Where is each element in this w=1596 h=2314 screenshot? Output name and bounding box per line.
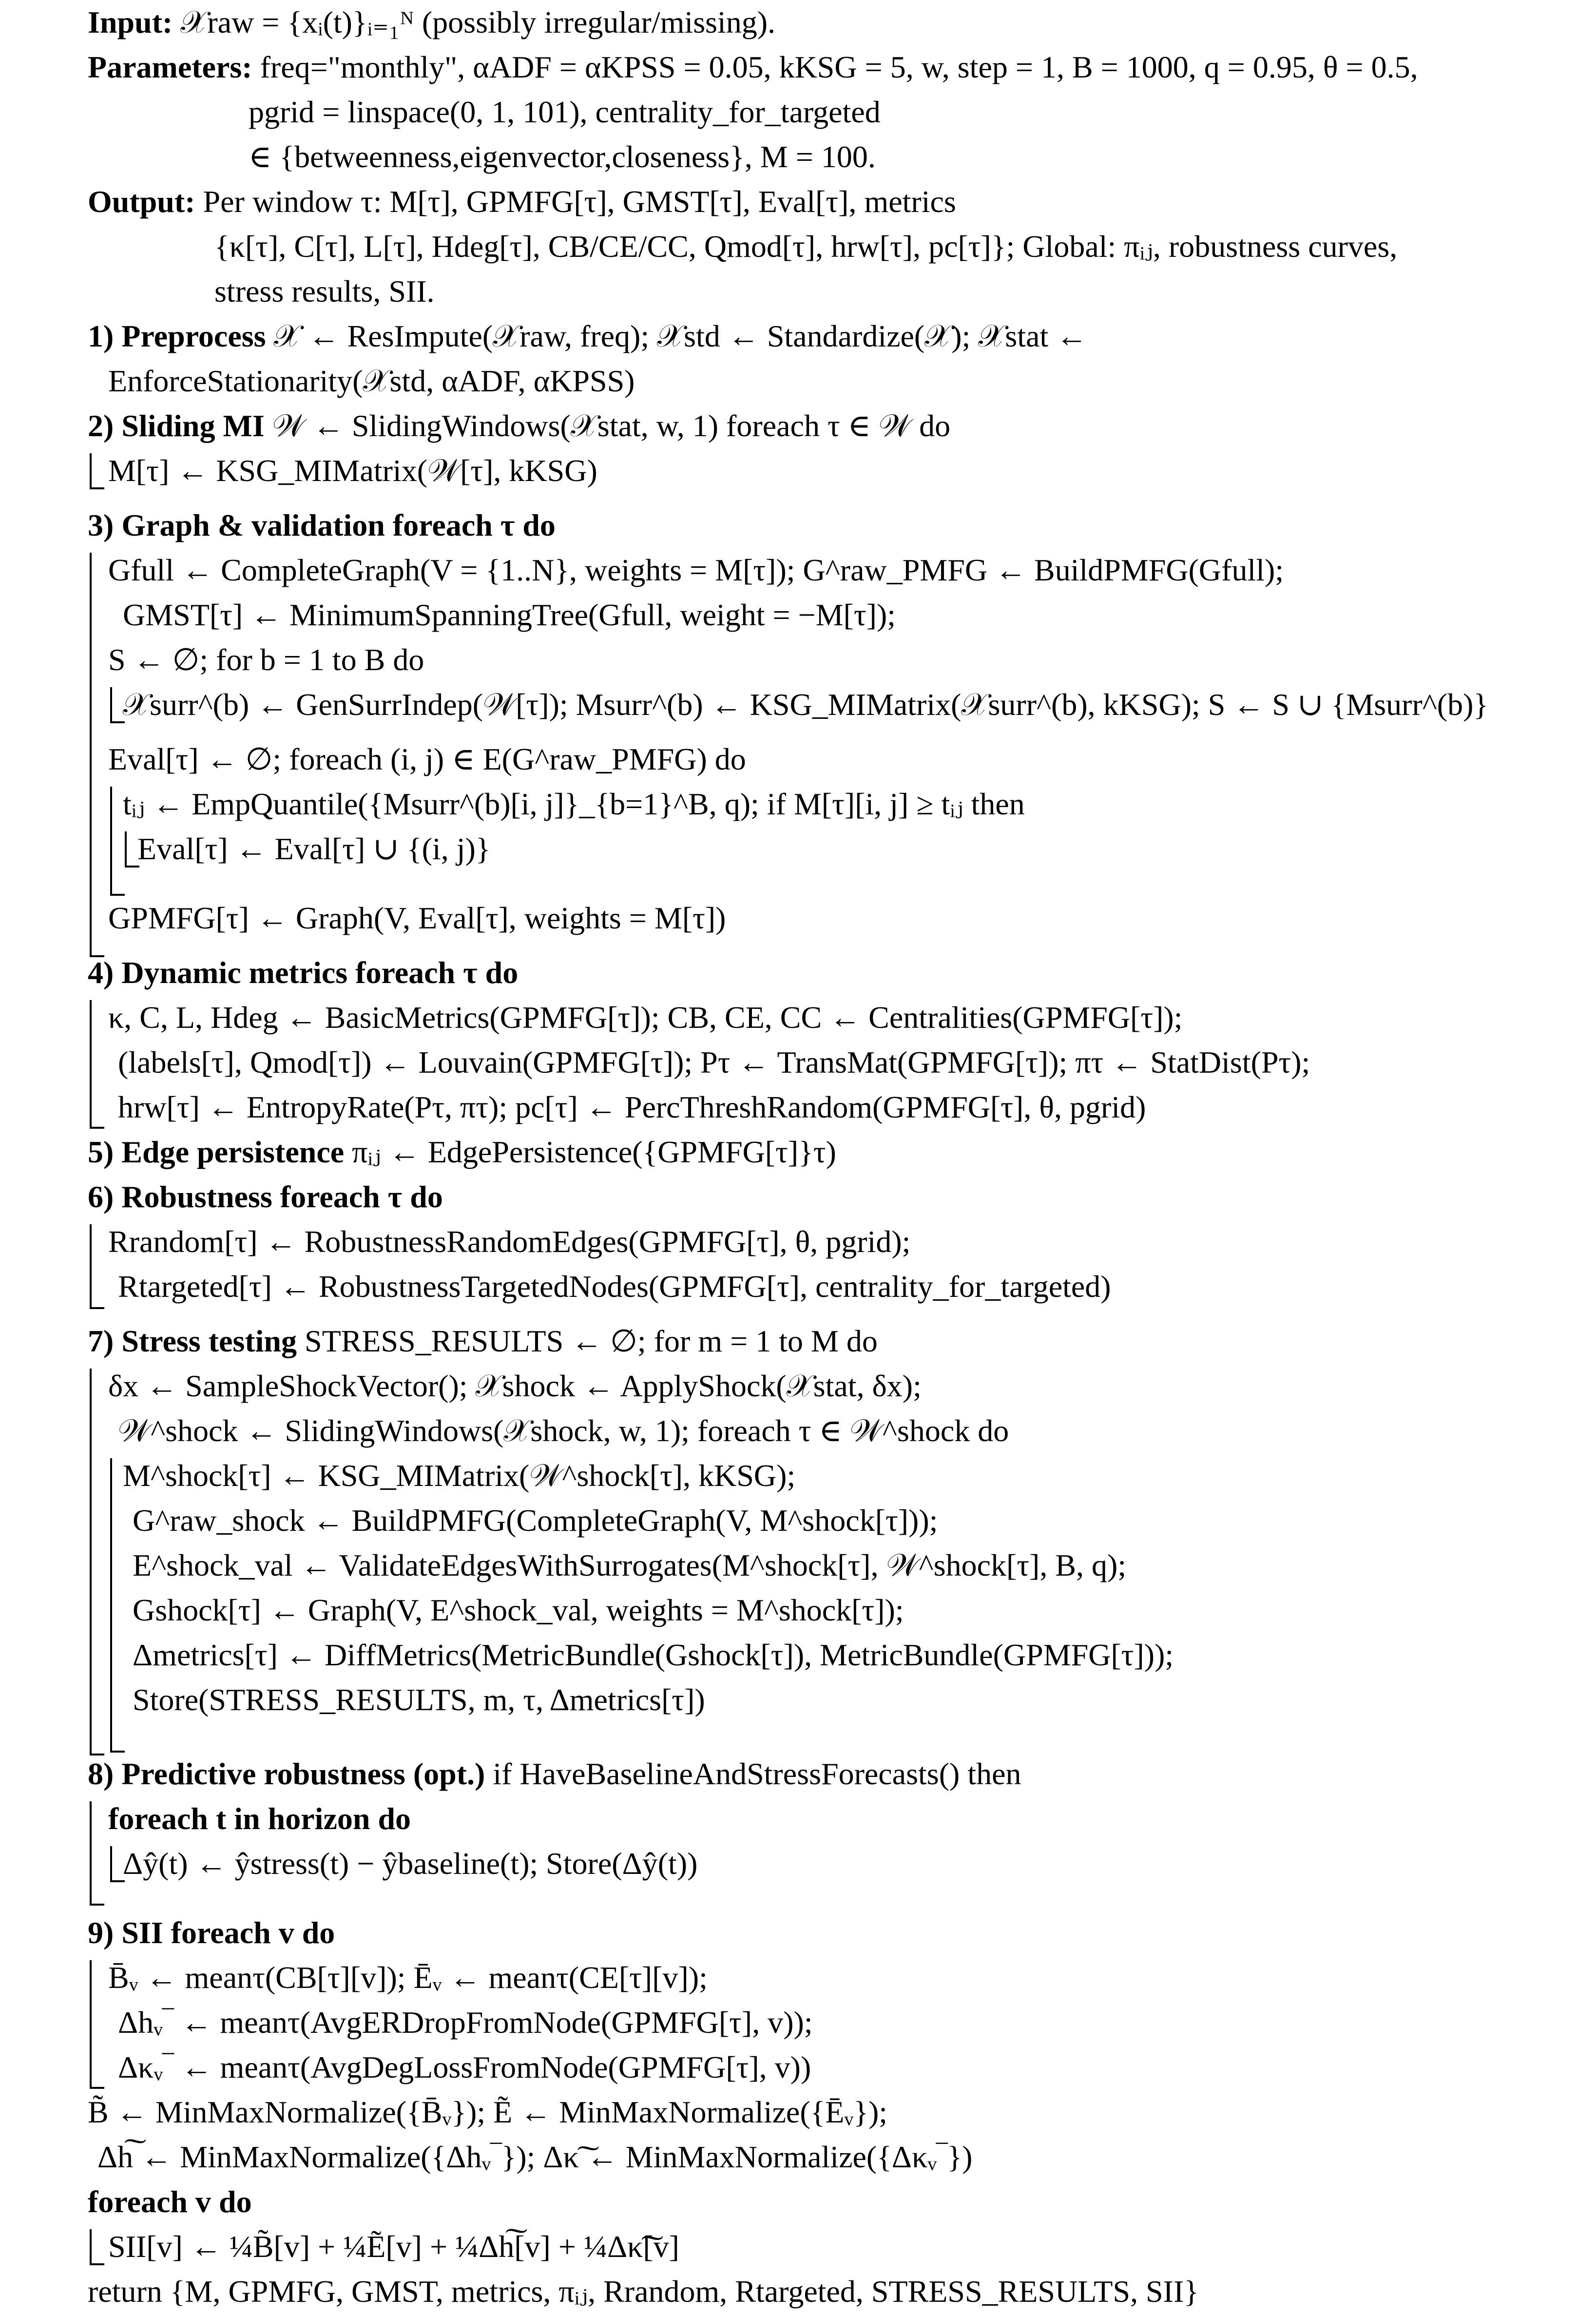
step-3-text-3: S ← ∅; for b = 1 to B do (108, 642, 424, 677)
step-7-text-5: G^raw_shock ← BuildPMFG(CompleteGraph(V, M^shock[τ])); (133, 1503, 938, 1538)
step-7-body (88, 1364, 1579, 1742)
algorithm-block (88, 0, 1579, 2314)
block-rule (90, 2229, 104, 2265)
step-4-line (108, 1085, 1579, 1130)
step-7-line (123, 1678, 1579, 1722)
step-8 (88, 1752, 1579, 1796)
sii-line (88, 2224, 1579, 2269)
step-6-body (88, 1219, 1579, 1309)
step-3-body (88, 548, 1579, 941)
output-text-2: {κ[τ], C[τ], L[τ], Hdeg[τ], CB/CE/CC, Qmod[τ], hrw[τ], pc[τ]}; Global: πᵢⱼ, robustness curves, (214, 229, 1398, 264)
step-7-line (123, 1543, 1579, 1588)
input-label: Input: (88, 5, 173, 39)
parameters-line-3 (88, 135, 1579, 179)
step-7-text-9: Store(STRESS_RESULTS, m, τ, Δmetrics[τ]) (133, 1682, 705, 1717)
step-7-line (123, 1633, 1579, 1678)
block-rule (90, 1960, 104, 2089)
step-8-line (108, 1796, 1579, 1841)
parameters-text-1: freq="monthly", αADF = αKPSS = 0.05, kKSG = 5, w, step = 1, B = 1000, q = 0.95, θ = 0.5, (260, 50, 1418, 84)
step-5-label: 5) Edge persistence (88, 1135, 345, 1169)
step-4-line (108, 1040, 1579, 1085)
step-9-text-2: Δhᵥ‾ ← meanτ(AvgERDropFromNode(GPMFG[τ], v)); (118, 2005, 813, 2040)
parameters-label: Parameters: (88, 50, 252, 84)
step-9-line (108, 2000, 1579, 2045)
step-7-line-1: STRESS_RESULTS ← ∅; for m = 1 to M do (305, 1324, 878, 1358)
step-8-label: 8) Predictive robustness (opt.) (88, 1756, 485, 1791)
step-6 (88, 1175, 1579, 1219)
step-4-body (88, 995, 1579, 1130)
step-3-text-7: Eval[τ] ← Eval[τ] ∪ {(i, j)} (137, 831, 491, 866)
step-7-text-4: M^shock[τ] ← KSG_MIMatrix(𝒲^shock[τ], kKSG); (123, 1458, 796, 1493)
step-4-label: 4) Dynamic metrics foreach τ do (88, 955, 519, 990)
step-9-body (88, 1955, 1579, 2090)
step-3 (88, 503, 1579, 548)
step-4 (88, 950, 1579, 995)
step-7-text-7: Gshock[τ] ← Graph(V, E^shock_val, weights = M^shock[τ]); (133, 1593, 904, 1627)
step-2 (88, 404, 1579, 448)
step-7-text-2: δx ← SampleShockVector(); 𝒳shock ← ApplyShock(𝒳stat, δx); (108, 1369, 922, 1403)
block-rule (125, 831, 139, 868)
step-4-text-3: hrw[τ] ← EntropyRate(Pτ, πτ); pc[τ] ← PercThreshRandom(GPMFG[τ], θ, pgrid) (118, 1090, 1146, 1124)
step-8-body (88, 1796, 1579, 1901)
normalize-text-2: Δh͠ ← MinMaxNormalize({Δhᵥ‾}); Δκ͠ ← MinMaxNormalize({Δκᵥ‾}) (97, 2140, 973, 2174)
step-1-cont (88, 359, 1579, 404)
output-line-1 (88, 179, 1579, 224)
step-4-text-1: κ, C, L, Hdeg ← BasicMetrics(GPMFG[τ]); CB, CE, CC ← Centralities(GPMFG[τ]); (108, 1000, 1183, 1035)
step-1-line-2: EnforceStationarity(𝒳std, αADF, αKPSS) (108, 364, 635, 398)
step-7-text-6: E^shock_val ← ValidateEdgesWithSurrogates(M^shock[τ], 𝒲^shock[τ], B, q); (133, 1548, 1127, 1582)
parameters-text-2: pgrid = linspace(0, 1, 101), centrality_for_targeted (249, 95, 881, 129)
input-text: 𝒳raw = {xᵢ(t)}ᵢ₌₁ᴺ (possibly irregular/missing). (180, 5, 776, 39)
step-3-line (108, 682, 1579, 727)
step-4-text-2: (labels[τ], Qmod[τ]) ← Louvain(GPMFG[τ]); Pτ ← TransMat(GPMFG[τ]); πτ ← StatDist(Pτ); (118, 1045, 1310, 1080)
step-6-line (108, 1264, 1579, 1309)
step-6-text-1: Rrandom[τ] ← RobustnessRandomEdges(GPMFG[τ], θ, pgrid); (108, 1224, 911, 1259)
block-rule (90, 1000, 104, 1129)
foreach-edge-body (108, 782, 1579, 896)
step-3-text-1: Gfull ← CompleteGraph(V = {1..N}, weights = M[τ]); G^raw_PMFG ← BuildPMFG(Gfull); (108, 553, 1284, 587)
step-6-line (108, 1219, 1579, 1264)
block-rule (110, 687, 125, 723)
parameters-line-2 (88, 90, 1579, 135)
step-8-line-1: if HaveBaselineAndStressForecasts() then (493, 1756, 1021, 1791)
step-8-line (108, 1841, 1579, 1886)
step-7-text-8: Δmetrics[τ] ← DiffMetrics(MetricBundle(Gshock[τ]), MetricBundle(GPMFG[τ])); (133, 1638, 1174, 1672)
step-9-line (108, 2045, 1579, 2090)
step-9-text-1: B̄ᵥ ← meanτ(CB[τ][v]); Ēᵥ ← meanτ(CE[τ][v]); (108, 1960, 708, 1995)
output-line-3 (88, 269, 1579, 314)
block-rule (110, 1846, 125, 1882)
step-9-label: 9) SII foreach v do (88, 1915, 335, 1950)
normalize-line-1 (88, 2090, 1579, 2135)
step-9 (88, 1910, 1579, 1955)
step-7-line (123, 1588, 1579, 1633)
normalize-line-2 (88, 2135, 1579, 2179)
step-3-text-6: tᵢⱼ ← EmpQuantile({Msurr^(b)[i, j]}_{b=1}^B, q); if M[τ][i, j] ≥ tᵢⱼ then (123, 787, 1025, 821)
step-7-line (123, 1498, 1579, 1543)
step-8-text-3: Δŷ(t) ← ŷstress(t) − ŷbaseline(t); Store(Δŷ(t)) (123, 1846, 698, 1881)
block-rule (90, 453, 104, 489)
step-1-label: 1) Preprocess (88, 319, 266, 353)
step-1-line-1: 𝒳 ← ResImpute(𝒳raw, freq); 𝒳std ← Standardize(𝒳); 𝒳stat ← (273, 319, 1088, 353)
step-6-text-2: Rtargeted[τ] ← RobustnessTargetedNodes(GPMFG[τ], centrality_for_targeted) (118, 1269, 1111, 1304)
sii-text: SII[v] ← ¼B̃[v] + ¼Ẽ[v] + ¼Δh͠[v] + ¼Δκ͠[v] (108, 2229, 679, 2264)
output-text-3: stress results, SII. (214, 274, 435, 309)
input-line (88, 0, 1579, 45)
output-label: Output: (88, 184, 195, 219)
block-rule (90, 1801, 104, 1906)
normalize-text-1: B̃ ← MinMaxNormalize({B̄ᵥ}); Ẽ ← MinMaxNormalize({Ēᵥ}); (88, 2095, 888, 2129)
block-rule (90, 553, 104, 957)
step-2-line-1: 𝒲 ← SlidingWindows(𝒳stat, w, 1) foreach τ ∈ 𝒲 do (272, 408, 951, 443)
shock-window-body (108, 1453, 1579, 1722)
step-5 (88, 1130, 1579, 1175)
step-5-line-1: πᵢⱼ ← EdgePersistence({GPMFG[τ]}τ) (352, 1135, 836, 1169)
step-7-line (123, 1453, 1579, 1498)
step-3-text-2: GMST[τ] ← MinimumSpanningTree(Gfull, weight = −M[τ]); (123, 598, 896, 632)
step-2-body (88, 448, 1579, 493)
step-3-line (123, 827, 1579, 871)
step-3-line (108, 737, 1579, 782)
return-line (88, 2269, 1579, 2314)
foreach-v-line (88, 2179, 1579, 2224)
foreach-v-text: foreach v do (88, 2184, 252, 2219)
step-7-text-3: 𝒲^shock ← SlidingWindows(𝒳shock, w, 1); foreach τ ∈ 𝒲^shock do (118, 1413, 1009, 1448)
step-3-label: 3) Graph & validation foreach τ do (88, 508, 556, 542)
step-3-line (108, 593, 1579, 637)
parameters-text-3: ∈ {betweenness,eigenvector,closeness}, M = 100. (249, 139, 876, 174)
step-1 (88, 314, 1579, 359)
step-3-text-5: Eval[τ] ← ∅; foreach (i, j) ∈ E(G^raw_PMFG) do (108, 742, 746, 776)
step-4-line (108, 995, 1579, 1040)
step-3-line (108, 548, 1579, 593)
block-rule (90, 1369, 104, 1755)
step-7-line (108, 1408, 1579, 1453)
return-text: return {M, GPMFG, GMST, metrics, πᵢⱼ, Rrandom, Rtargeted, STRESS_RESULTS, SII} (88, 2274, 1199, 2309)
output-text-1: Per window τ: M[τ], GPMFG[τ], GMST[τ], Eval[τ], metrics (203, 184, 956, 219)
step-3-line (123, 782, 1579, 827)
step-9-text-3: Δκᵥ‾ ← meanτ(AvgDegLossFromNode(GPMFG[τ], v)) (118, 2050, 811, 2084)
step-3-text-4: 𝒳surr^(b) ← GenSurrIndep(𝒲[τ]); Msurr^(b) ← KSG_MIMatrix(𝒳surr^(b), kKSG); S ← S ∪ {Msurr^(b)} (123, 687, 1489, 722)
parameters-line-1 (88, 45, 1579, 90)
step-2-label: 2) Sliding MI (88, 408, 265, 443)
step-6-label: 6) Robustness foreach τ do (88, 1179, 443, 1214)
step-3-line (108, 896, 1579, 941)
step-8-text-2: foreach t in horizon do (108, 1801, 411, 1836)
step-3-text-8: GPMFG[τ] ← Graph(V, Eval[τ], weights = M[τ]) (108, 901, 726, 935)
output-line-2 (88, 224, 1579, 269)
step-7-line (108, 1364, 1579, 1408)
step-2-line-2: M[τ] ← KSG_MIMatrix(𝒲[τ], kKSG) (108, 453, 597, 488)
step-9-line (108, 1955, 1579, 2000)
step-7-label: 7) Stress testing (88, 1324, 297, 1358)
step-7 (88, 1319, 1579, 1364)
block-rule (90, 1224, 104, 1309)
step-3-line (108, 637, 1579, 682)
